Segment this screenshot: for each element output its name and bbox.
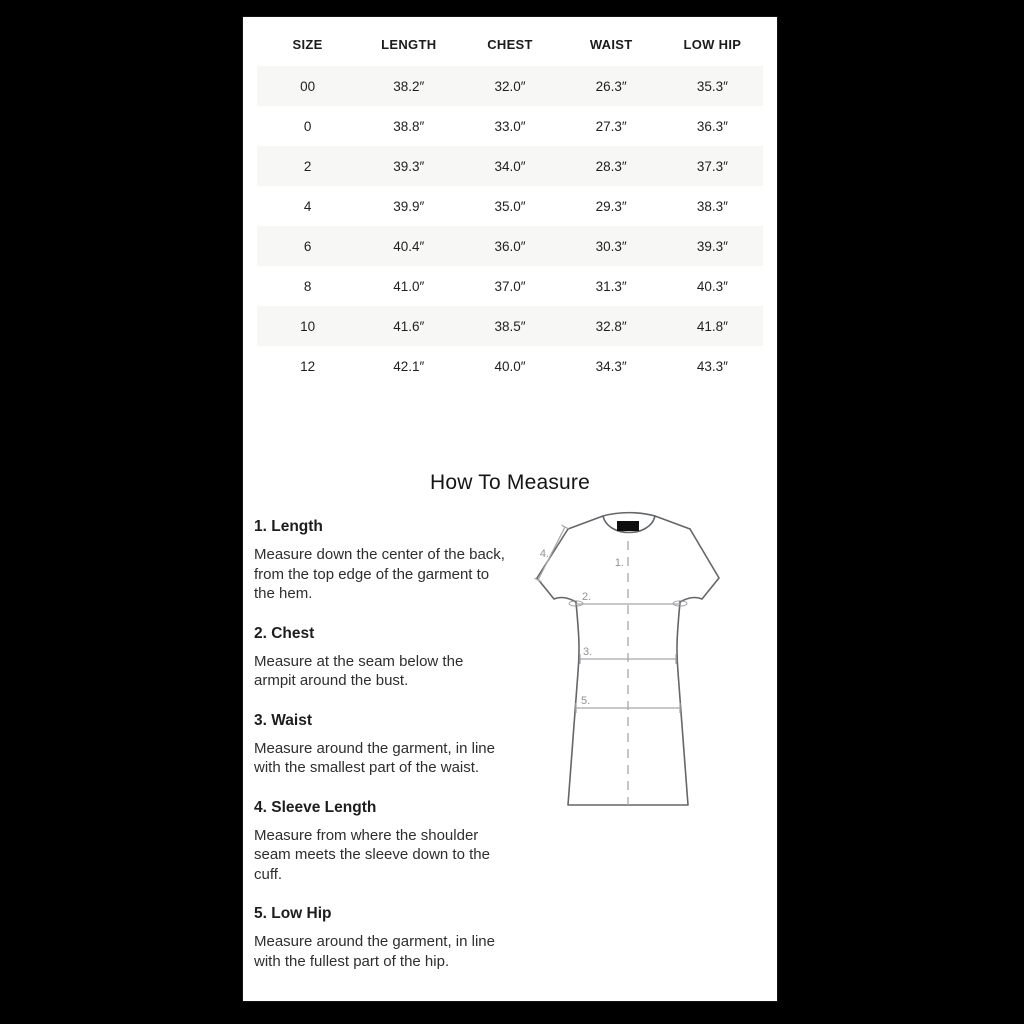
measure-section-4 bbox=[254, 799, 508, 885]
measurement-value: 42.1″ bbox=[393, 358, 425, 374]
measure-section-5 bbox=[254, 905, 508, 971]
measurement-value: 35.3″ bbox=[696, 78, 728, 94]
measurement-value: 34.3″ bbox=[595, 358, 627, 374]
size-guide-panel bbox=[242, 16, 778, 1002]
garment-tag bbox=[617, 521, 639, 531]
size-chart-header-row bbox=[257, 22, 763, 66]
measurement-value: 38.2″ bbox=[393, 78, 425, 94]
measure-section-heading: 3. Waist bbox=[254, 711, 312, 729]
how-to-measure-body bbox=[243, 518, 777, 971]
measure-section-heading: 5. Low Hip bbox=[254, 905, 332, 922]
size-row-12 bbox=[257, 346, 763, 386]
measure-section-2 bbox=[254, 625, 508, 691]
waist-label: 3. bbox=[583, 646, 593, 658]
how-to-measure-title: How To Measure bbox=[430, 471, 590, 494]
measure-instructions bbox=[243, 518, 508, 971]
measurement-value: 41.0″ bbox=[393, 278, 425, 294]
measurement-value: 40.4″ bbox=[393, 238, 425, 254]
size-row-00 bbox=[257, 66, 763, 106]
measurement-value: 31.3″ bbox=[595, 278, 627, 294]
measurement-value: 28.3″ bbox=[595, 158, 627, 174]
size-row-4 bbox=[257, 186, 763, 226]
column-header-waist: WAIST bbox=[589, 36, 633, 52]
measurement-value: 39.3″ bbox=[696, 238, 728, 254]
measurement-value: 27.3″ bbox=[595, 118, 627, 134]
measurement-value: 36.3″ bbox=[696, 118, 728, 134]
chest-label: 2. bbox=[582, 591, 592, 603]
measurement-value: 32.0″ bbox=[494, 78, 526, 94]
sleeve-label: 4. bbox=[539, 548, 549, 560]
size-value: 00 bbox=[300, 78, 316, 94]
measurement-value: 37.3″ bbox=[696, 158, 728, 174]
measure-section-heading: 1. Length bbox=[254, 518, 323, 535]
measure-section-text: Measure from where the shoulder seam meets the sleeve down to the cuff. bbox=[254, 826, 490, 883]
size-row-0 bbox=[257, 106, 763, 146]
size-value: 4 bbox=[303, 198, 312, 214]
column-header-length: LENGTH bbox=[381, 36, 437, 52]
size-chart-table bbox=[257, 22, 763, 386]
measurement-value: 30.3″ bbox=[595, 238, 627, 254]
measurement-value: 41.8″ bbox=[696, 318, 728, 334]
measurement-value: 35.0″ bbox=[494, 198, 526, 214]
column-header-size: SIZE bbox=[292, 36, 323, 52]
measurement-value: 32.8″ bbox=[595, 318, 627, 334]
size-value: 0 bbox=[303, 118, 312, 134]
measurement-value: 38.3″ bbox=[696, 198, 728, 214]
measure-section-heading: 4. Sleeve Length bbox=[254, 798, 377, 816]
measurement-value: 39.9″ bbox=[393, 198, 425, 214]
size-row-10 bbox=[257, 306, 763, 346]
measure-section-1 bbox=[254, 518, 508, 604]
measure-section-text: Measure around the garment, in line with the smallest part of the waist. bbox=[254, 739, 495, 776]
size-value: 6 bbox=[303, 238, 312, 254]
measurement-value: 40.3″ bbox=[696, 278, 728, 294]
size-row-6 bbox=[257, 226, 763, 266]
measurement-value: 38.8″ bbox=[393, 118, 425, 134]
measure-section-heading: 2. Chest bbox=[254, 624, 315, 642]
length-label: 1. bbox=[614, 557, 624, 569]
measurement-value: 38.5″ bbox=[494, 318, 526, 334]
measurement-value: 43.3″ bbox=[696, 358, 728, 374]
measure-section-text: Measure around the garment, in line with the fullest part of the hip. bbox=[254, 933, 495, 970]
measure-section-3 bbox=[254, 712, 508, 778]
measurement-value: 39.3″ bbox=[393, 158, 425, 174]
measurement-value: 37.0″ bbox=[494, 278, 526, 294]
size-row-8 bbox=[257, 266, 763, 306]
measurement-value: 29.3″ bbox=[595, 198, 627, 214]
size-row-2 bbox=[257, 146, 763, 186]
size-value: 12 bbox=[300, 358, 316, 374]
size-value: 10 bbox=[300, 318, 316, 334]
size-value: 8 bbox=[303, 278, 312, 294]
measurement-value: 33.0″ bbox=[494, 118, 526, 134]
measurement-value: 34.0″ bbox=[494, 158, 526, 174]
size-value: 2 bbox=[303, 158, 312, 174]
column-header-low-hip: LOW HIP bbox=[683, 36, 742, 52]
measurement-value: 40.0″ bbox=[494, 358, 526, 374]
measurement-value: 36.0″ bbox=[494, 238, 526, 254]
measure-section-text: Measure at the seam below the armpit around the bust. bbox=[254, 652, 464, 689]
garment-diagram bbox=[531, 507, 723, 819]
low-hip-label: 5. bbox=[581, 695, 591, 707]
measurement-value: 26.3″ bbox=[595, 78, 627, 94]
measurement-lines bbox=[535, 525, 681, 805]
measurement-value: 41.6″ bbox=[393, 318, 425, 334]
column-header-chest: CHEST bbox=[487, 36, 533, 52]
measure-section-text: Measure down the center of the back, from the top edge of the garment to the hem. bbox=[254, 546, 505, 602]
